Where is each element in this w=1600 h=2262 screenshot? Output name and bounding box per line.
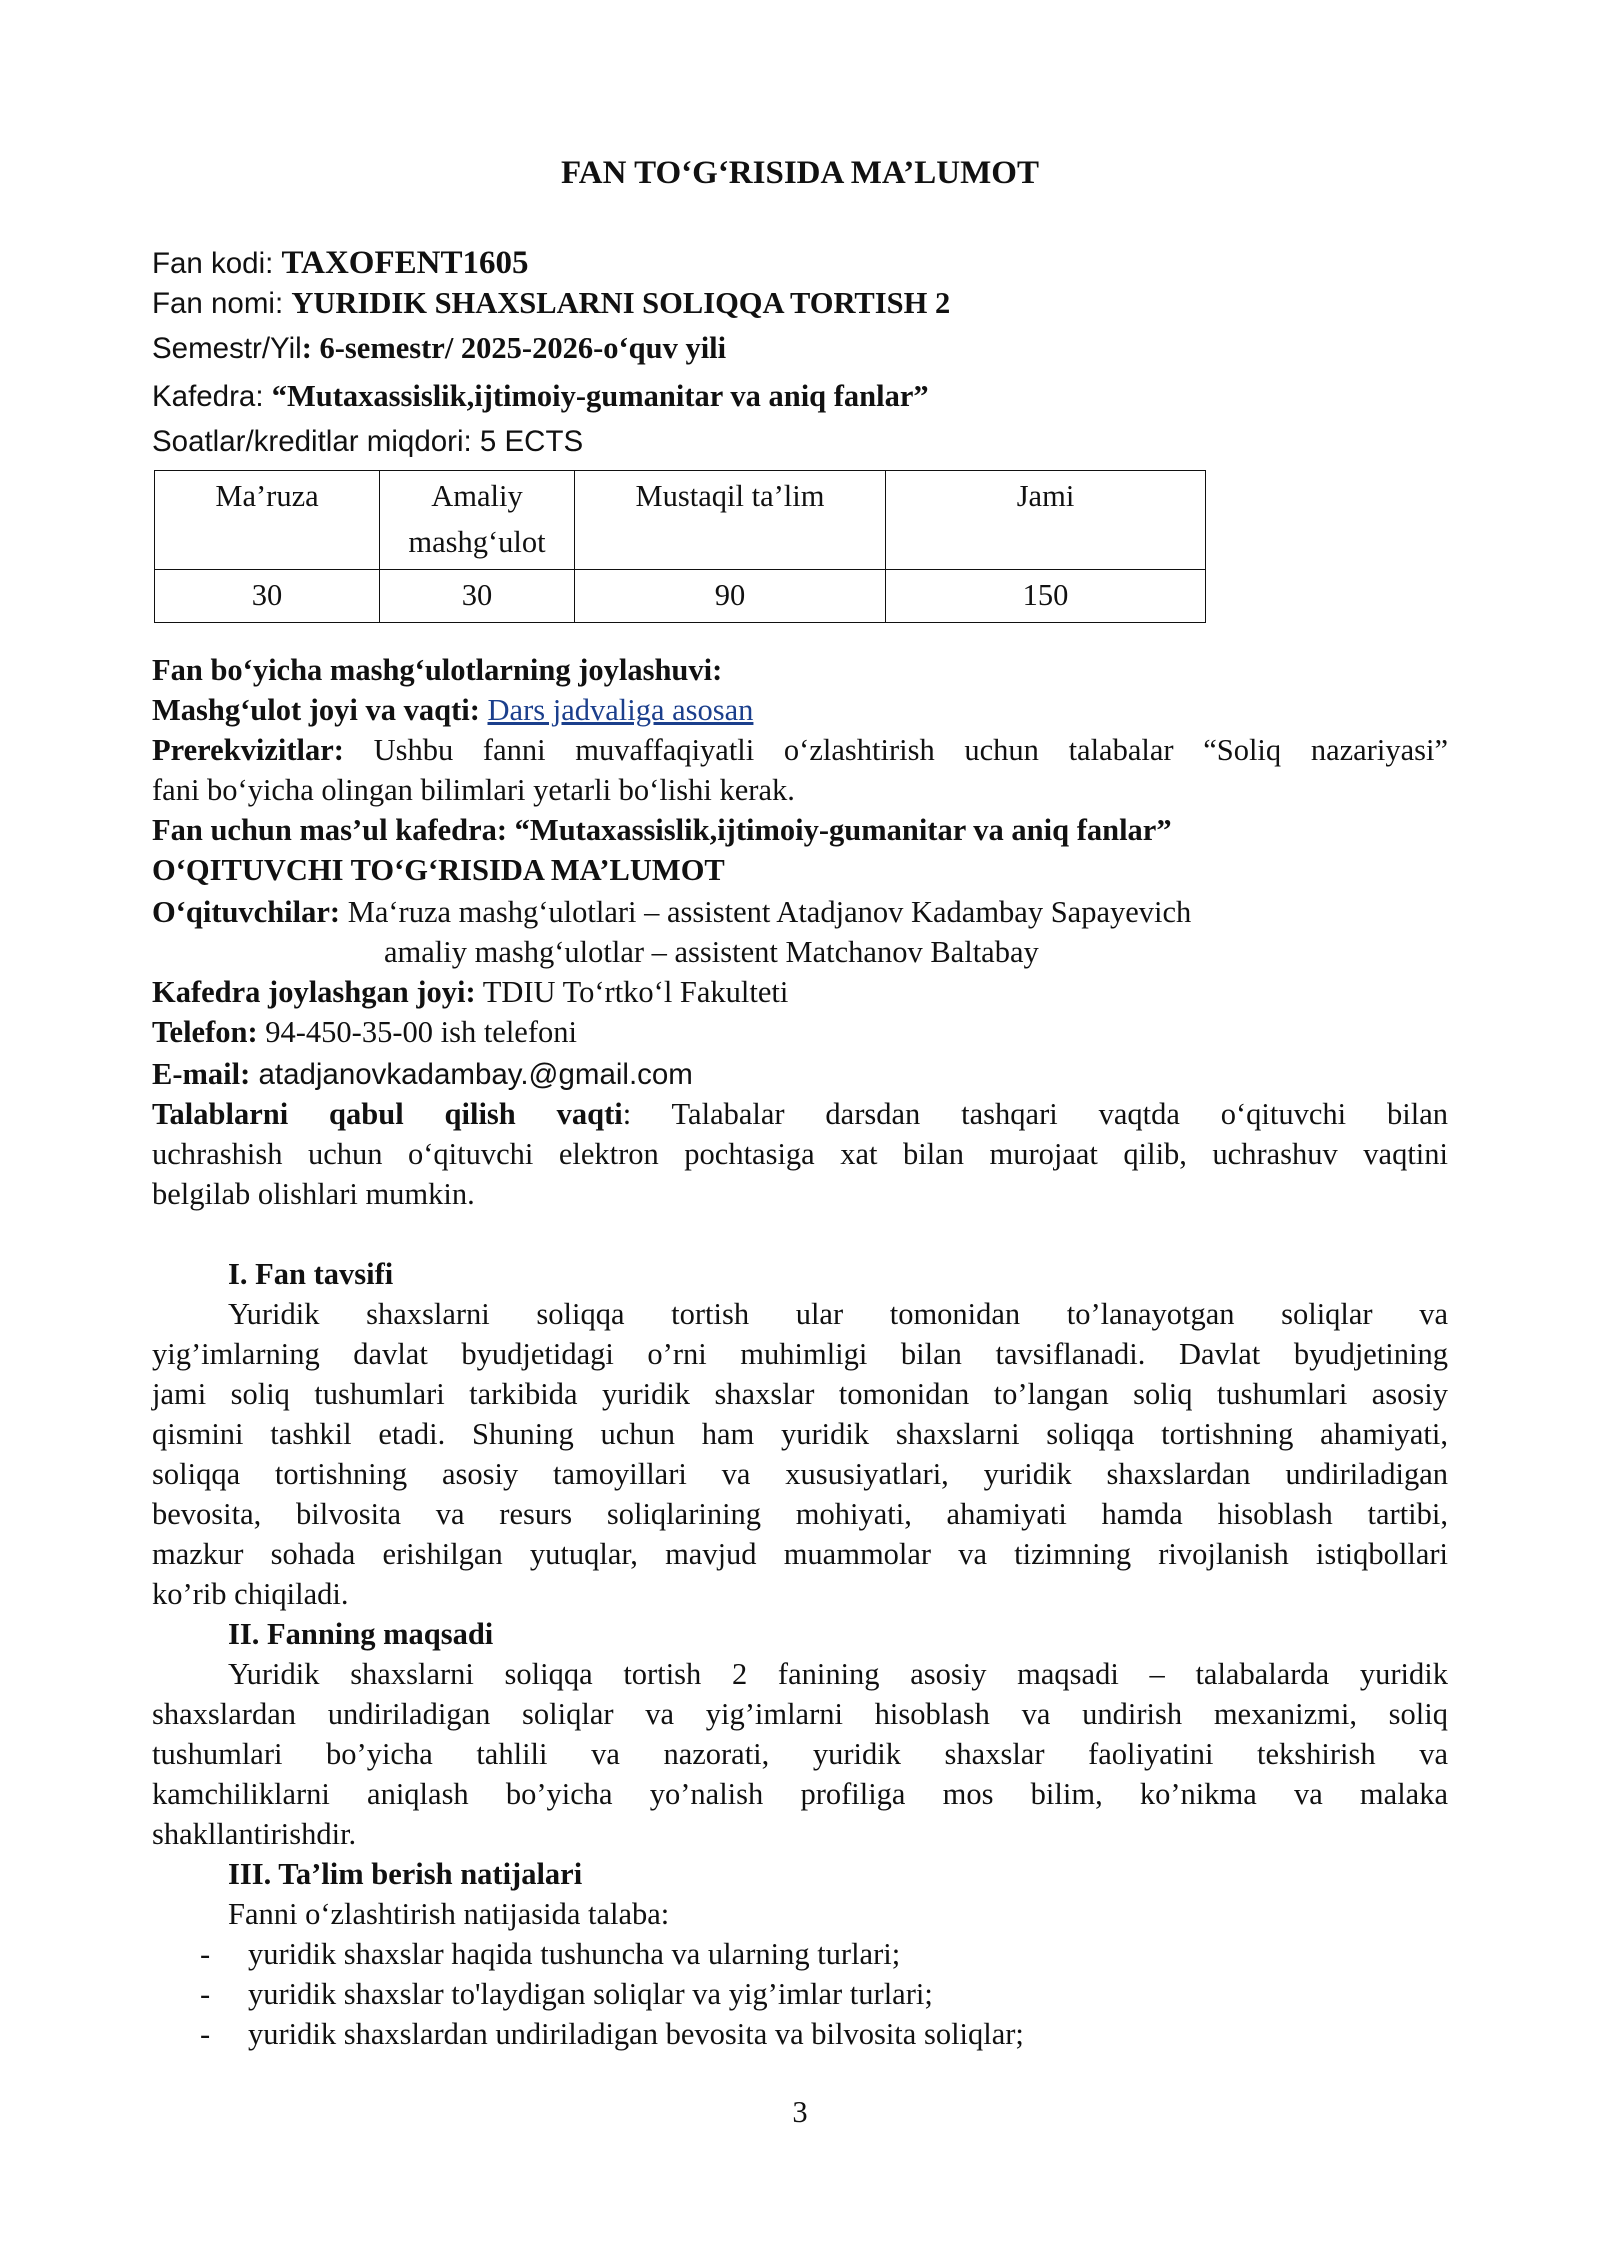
list-item-text: yuridik shaxslar haqida tushuncha va ularning turlari; xyxy=(248,1937,901,1971)
qabul-line xyxy=(152,1094,1448,1134)
semestr-yil xyxy=(152,328,726,369)
paragraph-line: shaxslardan undiriladigan soliqlar va yig’imlarni hisoblash va undirish mexanizmi, soliq xyxy=(152,1697,1448,1731)
paragraph-line: yig’imlarning davlat byudjetidagi o’rni muhimligi bilan tavsiflanadi. Davlat byudjetining xyxy=(152,1337,1448,1371)
dash-bullet-icon: - xyxy=(200,1937,211,1971)
dars-jadvali-link[interactable]: Dars jadvaliga asosan xyxy=(487,693,754,727)
oqituvchilar-text: Ma‘ruza mashg‘ulotlari – assistent Atadjanov Kadambay Sapayevich xyxy=(340,895,1192,929)
masul-kafedra: Fan uchun mas’ul kafedra: “Mutaxassislik,ijtimoiy-gumanitar va aniq fanlar” xyxy=(152,813,1172,847)
table-cell: 90 xyxy=(575,570,886,623)
list-item xyxy=(200,1974,1024,2014)
oqituvchi-heading: O‘QITUVCHI TO‘G‘RISIDA MA’LUMOT xyxy=(152,853,725,887)
qabul-text: : Talabalar darsdan tashqari vaqtda o‘qituvchi bilan xyxy=(622,1097,1448,1131)
prerekvizit-text: fani bo‘yicha olingan bilimlari yetarli bo‘lishi kerak. xyxy=(152,773,795,807)
table-header-cell: Ma’ruza xyxy=(155,471,380,570)
oqituvchilar xyxy=(152,892,1191,932)
mashgulot-joyi-label: Mashg‘ulot joyi va vaqti: xyxy=(152,693,488,727)
oqituvchilar-label: O‘qituvchilar: xyxy=(152,895,341,929)
fan-nomi xyxy=(152,283,950,324)
section-2-body xyxy=(152,1654,1448,1854)
dash-bullet-icon: - xyxy=(200,1977,211,2011)
table-header-cell: Amaliy mashg‘ulot xyxy=(380,471,575,570)
oqituvchilar-line2: amaliy mashg‘ulotlar – assistent Matchanov Baltabay xyxy=(384,935,1039,969)
telefon-value: 94-450-35-00 ish telefoni xyxy=(257,1015,577,1049)
paragraph-line: ko’rib chiqiladi. xyxy=(152,1577,349,1611)
fan-kodi-label: Fan kodi: xyxy=(152,247,282,280)
document-page xyxy=(152,0,1448,2262)
kafedra-joyi-value: TDIU To‘rtko‘l Fakulteti xyxy=(475,975,789,1009)
table-cell: 30 xyxy=(155,570,380,623)
kafedra-label: Kafedra: xyxy=(152,380,272,413)
qabul-vaqti xyxy=(152,1094,1448,1214)
soatlar-kreditlar: Soatlar/kreditlar miqdori: 5 ECTS xyxy=(152,425,584,458)
fan-nomi-value: YURIDIK SHAXSLARNI SOLIQQA TORTISH 2 xyxy=(291,286,951,320)
paragraph-line: kamchiliklarni aniqlash bo’yicha yo’nalish profiliga mos bilim, ko’nikma va malaka xyxy=(152,1777,1448,1811)
kafedra-value: “Mutaxassislik,ijtimoiy-gumanitar va aniq fanlar” xyxy=(271,379,929,413)
paragraph-line: soliqqa tortishning asosiy tamoyillari va xususiyatlari, yuridik shaxslardan undiriladigan xyxy=(152,1457,1448,1491)
paragraph-line: jami soliq tushumlari tarkibida yuridik shaxslar tomonidan to’langan soliq tushumlari asosiy xyxy=(152,1377,1448,1411)
dash-bullet-icon: - xyxy=(200,2017,211,2051)
semestr-label: Semestr/Yil xyxy=(152,332,302,365)
mashgulot-joyi xyxy=(152,690,753,730)
page-title: FAN TO‘G‘RISIDA MA’LUMOT xyxy=(561,155,1039,191)
qabul-line: uchrashish uchun o‘qituvchi elektron pochtasiga xat bilan murojaat qilib, uchrashuv vaqtini xyxy=(152,1137,1448,1171)
email-value: atadjanovkadambay.@gmail.com xyxy=(250,1058,693,1091)
list-item-text: yuridik shaxslardan undiriladigan bevosita va bilvosita soliqlar; xyxy=(248,2017,1024,2051)
kafedra xyxy=(152,376,929,417)
section-2-heading: II. Fanning maqsadi xyxy=(228,1617,494,1651)
fan-kodi-value: TAXOFENT1605 xyxy=(281,245,529,281)
hours-table xyxy=(154,470,1206,623)
list-item xyxy=(200,1934,1024,1974)
paragraph-line: bevosita, bilvosita va resurs soliqlarining mohiyati, ahamiyati hamda hisoblash tartibi, xyxy=(152,1497,1448,1531)
list-item xyxy=(200,2014,1024,2054)
email-label: E-mail: xyxy=(152,1057,251,1091)
table-row xyxy=(155,570,1206,623)
section-3-intro: Fanni o‘zlashtirish natijasida talaba: xyxy=(228,1897,670,1931)
paragraph-line: shakllantirishdir. xyxy=(152,1817,357,1851)
fan-nomi-label: Fan nomi: xyxy=(152,287,292,320)
telefon xyxy=(152,1012,577,1052)
telefon-label: Telefon: xyxy=(152,1015,258,1049)
paragraph-line: Yuridik shaxslarni soliqqa tortish 2 fanining asosiy maqsadi – talabalarda yuridik xyxy=(228,1657,1448,1691)
table-header-cell: Jami xyxy=(886,471,1206,570)
paragraph-line: qismini tashkil etadi. Shuning uchun ham yuridik shaxslarni soliqqa tortishning ahamiyati, xyxy=(152,1417,1448,1451)
email xyxy=(152,1054,693,1095)
semestr-value: : 6-semestr/ 2025-2026-o‘quv yili xyxy=(301,331,727,365)
prerekvizit-label: Prerekvizitlar: xyxy=(152,733,344,767)
fan-kodi xyxy=(152,243,528,284)
table-header-cell: Mustaqil ta’lim xyxy=(575,471,886,570)
prerekvizitlar xyxy=(152,730,1448,810)
prerekvizit-line xyxy=(152,730,1448,770)
kafedra-joyi-label: Kafedra joylashgan joyi: xyxy=(152,975,476,1009)
kafedra-joyi xyxy=(152,972,788,1012)
paragraph-line: mazkur sohada erishilgan yutuqlar, mavjud muammolar va tizimning rivojlanish istiqbollari xyxy=(152,1537,1448,1571)
qabul-text: belgilab olishlari mumkin. xyxy=(152,1177,475,1211)
table-header-row xyxy=(155,471,1206,570)
section-3-heading: III. Ta’lim berish natijalari xyxy=(228,1857,583,1891)
outcomes-list xyxy=(200,1934,1024,2054)
section-1-heading: I. Fan tavsifi xyxy=(228,1257,394,1291)
table-cell: 30 xyxy=(380,570,575,623)
qabul-label: Talablarni qabul qilish vaqti xyxy=(152,1097,623,1131)
list-item-text: yuridik shaxslar to'laydigan soliqlar va yig’imlar turlari; xyxy=(248,1977,933,2011)
joylashuv-heading: Fan bo‘yicha mashg‘ulotlarning joylashuvi: xyxy=(152,653,723,687)
page-number: 3 xyxy=(792,2095,808,2129)
table-cell: 150 xyxy=(886,570,1206,623)
prerekvizit-text: Ushbu fanni muvaffaqiyatli o‘zlashtirish uchun talabalar “Soliq nazariyasi” xyxy=(343,733,1448,767)
paragraph-line: tushumlari bo’yicha tahlili va nazorati, yuridik shaxslar faoliyatini tekshirish va xyxy=(152,1737,1448,1771)
paragraph-line: Yuridik shaxslarni soliqqa tortish ular tomonidan to’lanayotgan soliqlar va xyxy=(228,1297,1448,1331)
section-1-body xyxy=(152,1294,1448,1614)
